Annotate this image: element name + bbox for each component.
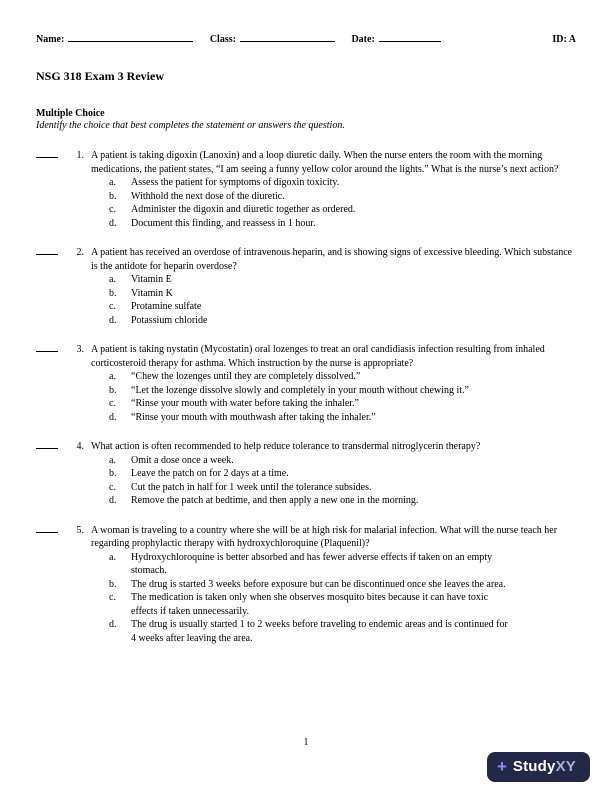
choice-text: The drug is started 3 weeks before exposure but can be discontinued once she leaves the area. [131,578,506,590]
choice-text: Withhold the next dose of the diuretic. [131,190,285,202]
exam-id: ID: A [552,34,576,45]
choice-item [109,190,576,204]
question-text: A patient is taking digoxin (Lanoxin) and a loop diuretic daily. When the nurse enters the room with the morning medications, the patient states, “I am seeing a funny yellow color around the lights.” What is the nurse’s next action? [91,150,559,175]
choice-letter: b. [109,468,117,479]
question-item [36,521,576,646]
choice-item [109,397,576,411]
choice-text: Potassium chloride [131,314,208,326]
question-text: What action is often recommended to help reduce tolerance to transdermal nitroglycerin therapy? [91,441,481,452]
choice-text: Administer the digoxin and diuretic together as ordered. [131,204,356,215]
question-text: A patient is taking nystatin (Mycostatin) oral lozenges to treat an oral candidiasis infection resulting from inhaled corticosteroid therapy for asthma. Which instruction by the nurse is appropriate? [91,344,545,369]
question-body [91,246,576,327]
page-number: 1 [303,737,309,748]
choice-letter: b. [109,287,117,299]
choice-letter: c. [109,592,116,603]
question-body [91,440,576,508]
choices-list [109,454,576,508]
answer-blank [36,340,58,352]
choice-text: Protamine sulfate [131,301,202,312]
choice-letter: d. [109,314,117,326]
choice-letter: a. [109,371,116,382]
choice-item [109,384,576,398]
page-footer [0,737,612,748]
question-body [91,343,576,424]
choice-text: Leave the patch on for 2 days at a time. [131,468,289,479]
choice-item [109,411,576,425]
choice-letter: d. [109,217,117,229]
question-number: 5. [76,524,84,536]
logo-text-xy: XY [555,758,576,775]
choice-item [109,314,576,328]
question-item [36,437,576,508]
choice-text: The drug is usually started 1 to 2 weeks before traveling to endemic areas and is continued for 4 weeks after leaving the area. [131,619,508,644]
choice-letter: b. [109,578,117,590]
choice-letter: b. [109,384,117,396]
choice-item [109,591,576,618]
choice-letter: c. [109,398,116,409]
choices-list [109,551,576,646]
question-item [36,146,576,230]
question-body [91,524,576,646]
date-label: Date: [351,34,375,45]
question-number: 4. [76,441,84,452]
choice-text: Vitamin K [131,287,173,299]
choice-text: “Chew the lozenges until they are completely dissolved.” [131,371,361,382]
choice-item [109,217,576,231]
choice-text: Assess the patient for symptoms of digoxin toxicity. [131,177,340,188]
document-header [36,34,576,45]
choice-item [109,203,576,217]
choice-item [109,176,576,190]
choice-text: Remove the patch at bedtime, and then apply a new one in the morning. [131,495,419,506]
choice-item [109,551,576,578]
choice-item [109,273,576,287]
question-text: A patient has received an overdose of intravenous heparin, and is showing signs of excessive bleeding. Which substance is the antidote for heparin overdose? [91,247,573,272]
choice-letter: d. [109,411,117,423]
choice-text: Omit a dose once a week. [131,454,234,466]
class-label: Class: [209,34,236,45]
name-label: Name: [36,34,65,45]
choice-letter: c. [109,481,116,493]
choice-text: Hydroxychloroquine is better absorbed and has fewer adverse effects if taken on an empty stomach. [131,551,493,576]
choice-item [109,578,576,592]
answer-blank [36,521,58,533]
choice-item [109,300,576,314]
logo-text [513,759,576,774]
page-title: NSG 318 Exam 3 Review [36,69,164,83]
choice-text: “Rinse your mouth with mouthwash after taking the inhaler.” [131,411,376,423]
studyxy-logo-badge[interactable] [487,752,590,782]
choice-letter: d. [109,619,117,630]
choice-item [109,481,576,495]
choices-list [109,273,576,327]
choice-text: The medication is taken only when she observes mosquito bites because it can have toxic effects if taken unnecessarily. [131,592,489,617]
choice-item [109,370,576,384]
class-field [210,34,335,45]
choice-item [109,454,576,468]
choice-letter: c. [109,301,116,312]
choice-letter: c. [109,204,116,215]
logo-text-study: Study [512,758,556,775]
choice-letter: a. [109,177,116,188]
choice-item [109,287,576,301]
question-number: 3. [76,344,84,355]
choice-item [109,618,576,645]
choices-list [109,370,576,424]
name-field [36,34,193,45]
choice-text: “Rinse your mouth with water before taking the inhaler.” [131,398,359,409]
date-blank-line [379,41,441,42]
class-blank-line [240,41,335,42]
choice-letter: b. [109,190,117,202]
section-instructions: Identify the choice that best completes the statement or answers the question. [36,120,345,131]
plus-icon: + [496,757,507,776]
question-item [36,243,576,327]
choice-letter: d. [109,495,117,506]
choice-letter: a. [109,551,116,563]
question-number: 2. [76,247,84,258]
question-number: 1. [76,150,84,161]
choice-letter: a. [109,274,116,285]
question-text: A woman is traveling to a country where she will be at high risk for malarial infection. What will the nurse teach her regarding prophylactic therapy with hydroxychloroquine (Plaquenil)? [91,524,558,549]
choice-text: Cut the patch in half for 1 week until the tolerance subsides. [131,481,372,493]
choice-text: Document this finding, and reassess in 1 hour. [131,217,316,229]
choice-letter: a. [109,454,116,466]
questions-list [36,146,576,645]
name-blank-line [68,41,193,42]
answer-blank [36,437,58,449]
question-item [36,340,576,424]
choices-list [109,176,576,230]
choice-text: “Let the lozenge dissolve slowly and completely in your mouth without chewing it.” [131,384,469,396]
answer-blank [36,243,58,255]
date-field [351,34,440,45]
choice-item [109,467,576,481]
answer-blank [36,146,58,158]
section-heading: Multiple Choice [36,108,105,119]
choice-item [109,494,576,508]
question-body [91,149,576,230]
choice-text: Vitamin E [131,274,172,285]
